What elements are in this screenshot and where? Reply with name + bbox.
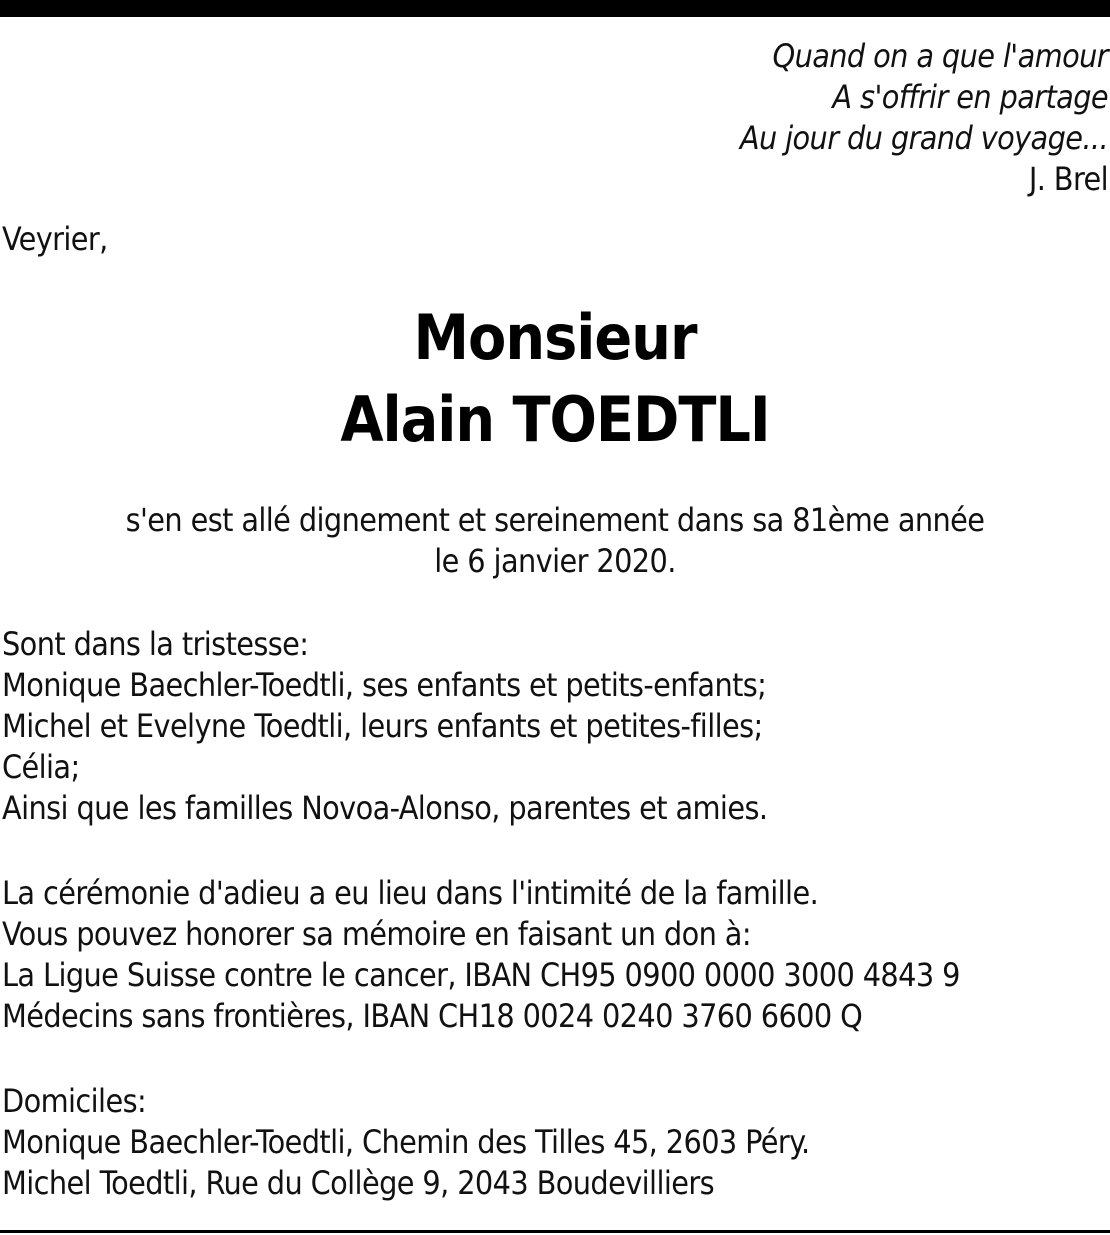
deceased-name-block [0,297,1110,461]
donation-line: La Ligue Suisse contre le cancer, IBAN CH95 0900 0000 3000 4843 9 [2,956,960,994]
ceremony-section [2,873,960,1037]
donation-line: Médecins sans frontières, IBAN CH18 0024 0240 3760 6600 Q [2,997,863,1035]
deceased-title: Monsieur [413,301,697,374]
mourner-line: Michel et Evelyne Toedtli, leurs enfants et petites-filles; [2,707,763,745]
mourner-line: Monique Baechler-Toedtli, ses enfants et petits-enfants; [2,666,767,704]
announcement-date: le 6 janvier 2020. [434,542,676,580]
place-name: Veyrier, [2,220,108,258]
domicile-line: Monique Baechler-Toedtli, Chemin des Tilles 45, 2603 Péry. [2,1123,810,1161]
mourners-heading: Sont dans la tristesse: [2,625,309,663]
top-rule [0,0,1110,17]
deceased-name: Alain TOEDTLI [340,383,770,456]
ceremony-line: Vous pouvez honorer sa mémoire en faisant un don à: [2,915,751,953]
quote-line: Quand on a que l'amour [772,37,1108,75]
quote-author: J. Brel [1028,160,1108,198]
mourner-line: Ainsi que les familles Novoa-Alonso, parentes et amies. [2,789,768,827]
quote-line: Au jour du grand voyage... [739,119,1108,157]
domiciles-heading: Domiciles: [2,1082,147,1120]
mourner-line: Célia; [2,748,80,786]
ceremony-line: La cérémonie d'adieu a eu lieu dans l'intimité de la famille. [2,874,819,912]
mourners-section [2,624,767,829]
epigraph-quote [740,36,1108,200]
death-announcement [0,500,1110,582]
domiciles-section [2,1081,810,1204]
announcement-line: s'en est allé dignement et sereinement dans sa 81ème année [125,501,985,539]
bottom-rule [0,1230,1110,1233]
quote-line: A s'offrir en partage [832,78,1108,116]
domicile-line: Michel Toedtli, Rue du Collège 9, 2043 Boudevilliers [2,1164,714,1202]
